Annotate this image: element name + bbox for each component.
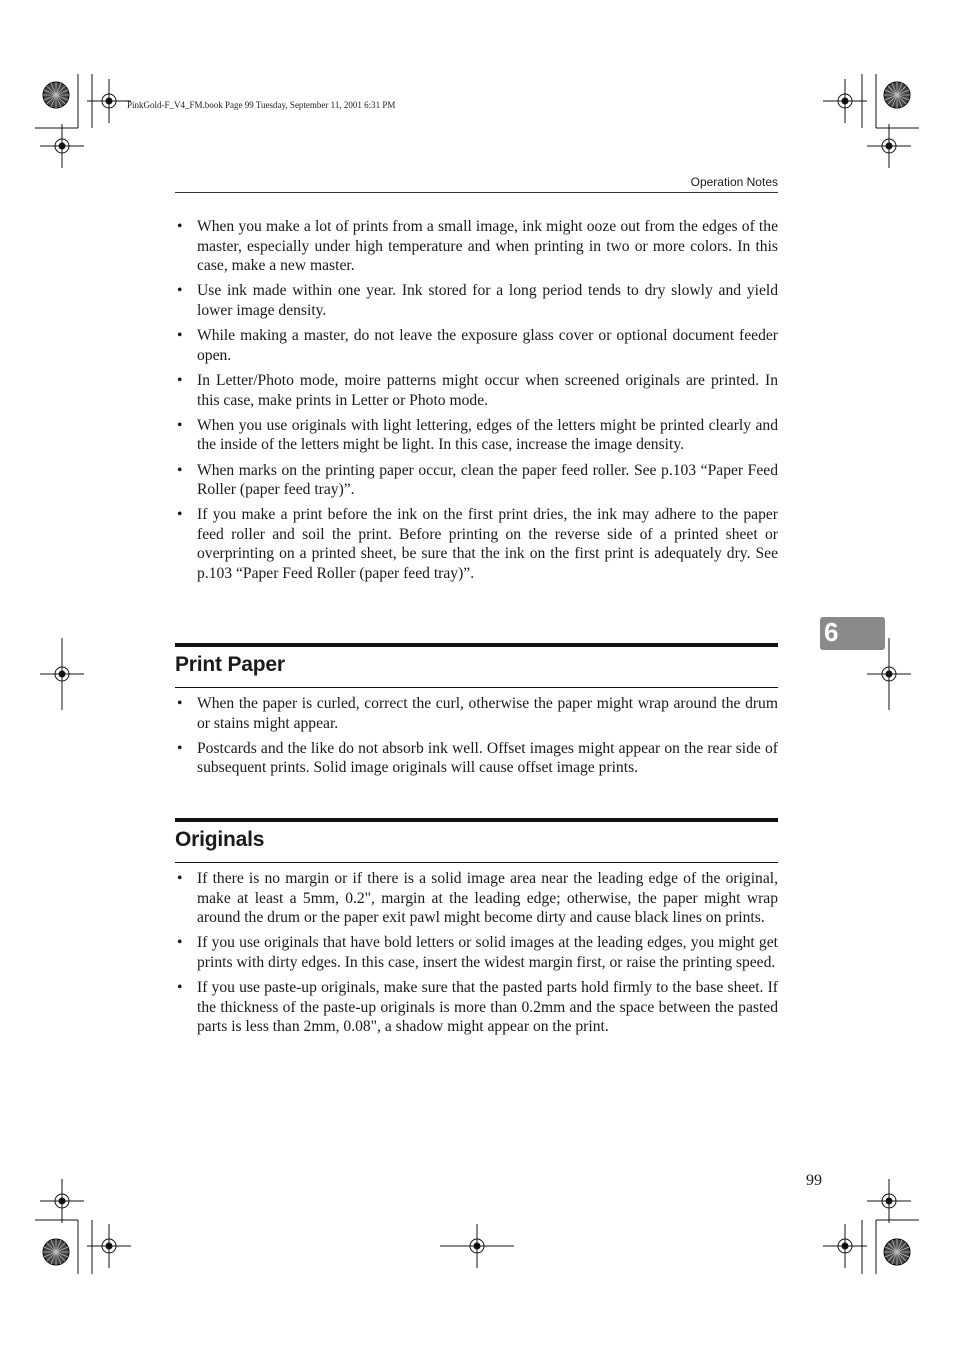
list-item: • If you use originals that have bold letters or solid images at the leading edges, you might get prints with dirty edges. In this case, insert the widest margin first, or raise the printing speed. <box>175 933 778 972</box>
section-heading-originals <box>175 818 778 863</box>
list-item: • In Letter/Photo mode, moire patterns might occur when screened originals are printed. In this case, make prints in Letter or Photo mode. <box>175 371 778 410</box>
print-paper-bullet-list <box>175 694 778 784</box>
list-item: • If there is no margin or if there is a solid image area near the leading edge of the original, make at least a 5mm, 0.2", margin at the leading edge; otherwise, the paper might wrap around the drum or the paper exit pawl might become dirty and cause black lines on prints. <box>175 869 778 928</box>
section-title: Print Paper <box>175 653 285 676</box>
section-heading-print-paper <box>175 643 778 688</box>
page-number: 99 <box>806 1172 822 1189</box>
chapter-tab <box>820 617 885 650</box>
list-item: • Postcards and the like do not absorb ink well. Offset images might appear on the rear side of subsequent prints. Solid image originals will cause offset image prints. <box>175 739 778 778</box>
intro-bullet-list <box>175 217 778 589</box>
originals-bullet-list <box>175 869 778 1043</box>
list-item: • When the paper is curled, correct the curl, otherwise the paper might wrap around the drum or stains might appear. <box>175 694 778 733</box>
list-item: • While making a master, do not leave the exposure glass cover or optional document feeder open. <box>175 326 778 365</box>
list-item: • When you make a lot of prints from a small image, ink might ooze out from the edges of the master, especially under high temperature and when printing in two or more colors. In this case, make a new master. <box>175 217 778 276</box>
running-header <box>175 172 778 193</box>
list-item: • When marks on the printing paper occur, clean the paper feed roller. See p.103 “Paper Feed Roller (paper feed tray)”. <box>175 461 778 500</box>
list-item: • When you use originals with light lettering, edges of the letters might be printed clearly and the inside of the letters might be light. In this case, increase the image density. <box>175 416 778 455</box>
section-title: Originals <box>175 828 265 851</box>
file-info: PinkGold-F_V4_FM.book Page 99 Tuesday, September 11, 2001 6:31 PM <box>127 100 396 110</box>
running-title: Operation Notes <box>690 175 778 189</box>
chapter-number: 6 <box>824 617 839 647</box>
list-item: • Use ink made within one year. Ink stored for a long period tends to dry slowly and yield lower image density. <box>175 281 778 320</box>
list-item: • If you make a print before the ink on the first print dries, the ink may adhere to the paper feed roller and soil the print. Before printing on the reverse side of a printed sheet or overprinting on a printed sheet, be sure that the ink on the first print is adequately dry. See p.103 “Paper Feed Roller (paper feed tray)”. <box>175 505 778 583</box>
list-item: • If you use paste-up originals, make sure that the pasted parts hold firmly to the base sheet. If the thickness of the paste-up originals is more than 0.2mm and the space between the pasted parts is less than 2mm, 0.08", a shadow might appear on the print. <box>175 978 778 1037</box>
